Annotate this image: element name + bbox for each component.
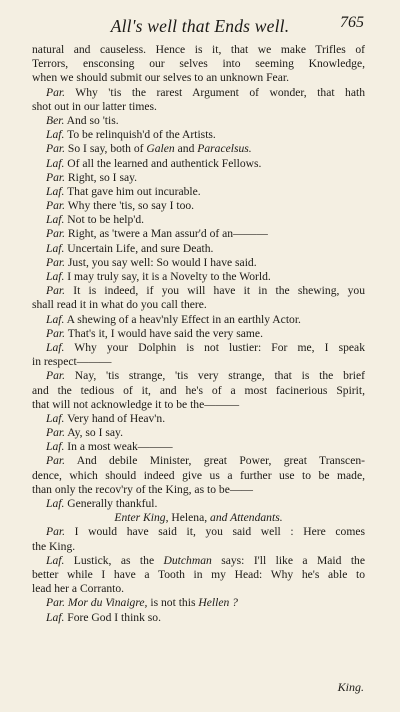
text-line xyxy=(32,171,365,185)
text-line xyxy=(32,298,365,312)
text-segment: Nay, 'tis strange, 'tis very strange, that is the brief xyxy=(65,369,365,383)
speaker-name: Laf. xyxy=(46,312,65,326)
text-segment: better while I have a Tooth in my Head: Why he's able to xyxy=(32,567,365,581)
text-segment: To be relinquish'd of the Artists. xyxy=(64,128,216,142)
text-segment: is not this xyxy=(147,596,199,610)
text-line xyxy=(32,525,365,539)
text-segment: I may truly say, it is a Novelty to the World. xyxy=(64,270,271,283)
text-segment: natural and causeless. Hence is it, that we make Trifles of xyxy=(32,43,365,56)
text-segment: Galen xyxy=(146,142,175,156)
catchword: King. xyxy=(337,680,364,694)
speaker-name: Par. xyxy=(46,85,66,99)
text-line xyxy=(32,355,365,369)
text-segment: Right, so I say. xyxy=(65,170,138,184)
play-text xyxy=(32,43,365,625)
text-line xyxy=(32,412,365,426)
text-line xyxy=(32,43,365,57)
text-segment: It is indeed, if you will have it in the shewing, you xyxy=(65,284,365,298)
text-segment: Enter King xyxy=(114,511,166,525)
speaker-name: Laf. xyxy=(46,340,65,354)
speaker-name: Laf. xyxy=(46,128,65,142)
speaker-name: Laf. xyxy=(46,184,65,198)
text-line xyxy=(32,398,365,412)
text-line xyxy=(32,242,365,256)
text-line xyxy=(32,384,365,398)
text-segment: Terrors, ensconsing our selves into seeming Knowledge, xyxy=(32,57,365,71)
text-line xyxy=(32,554,365,568)
text-segment: Why 'tis the rarest Argument of wonder, that hath xyxy=(65,85,365,99)
text-line xyxy=(32,284,365,298)
text-line xyxy=(32,128,365,142)
speaker-name: Par. xyxy=(46,525,66,539)
text-segment: , Helena, xyxy=(165,511,211,525)
text-line xyxy=(32,142,365,156)
text-segment: And so 'tis. xyxy=(64,113,119,127)
text-line xyxy=(32,313,365,327)
speaker-name: Laf. xyxy=(46,241,65,255)
text-segment: And debile Minister, great Power, great Transcen- xyxy=(65,454,365,468)
speaker-name: Laf. xyxy=(46,213,65,227)
text-segment: shall read it in what do you call there. xyxy=(32,298,207,312)
text-line xyxy=(32,469,365,483)
text-segment: Of all the learned and authentick Fellows. xyxy=(64,156,262,170)
text-line xyxy=(32,540,365,554)
text-line xyxy=(32,440,365,454)
text-segment: Very hand of Heav'n. xyxy=(64,411,166,425)
text-line xyxy=(32,497,365,511)
text-segment: Fore God I think so. xyxy=(64,610,161,624)
text-line xyxy=(32,100,365,114)
text-segment: A shewing of a heav'nly Effect in an earthly Actor. xyxy=(64,312,301,326)
running-head xyxy=(0,14,400,38)
text-line xyxy=(32,157,365,171)
text-segment: that will not acknowledge it to be the——— xyxy=(32,397,240,411)
text-line xyxy=(32,57,365,71)
speaker-name: Par. xyxy=(46,426,66,440)
text-segment: That gave him out incurable. xyxy=(64,184,201,198)
speaker-name: Laf. xyxy=(46,553,65,567)
speaker-name: Par. xyxy=(46,454,66,468)
text-line xyxy=(32,327,365,341)
text-segment: Uncertain Life, and sure Death. xyxy=(64,241,214,255)
text-line xyxy=(32,483,365,497)
text-line xyxy=(32,213,365,227)
text-segment: Dutchman xyxy=(163,553,212,567)
text-segment: Lustick, as the xyxy=(64,553,164,567)
text-line xyxy=(32,511,365,525)
text-segment: the King. xyxy=(32,539,76,553)
speaker-name: Laf. xyxy=(46,440,65,454)
text-segment: Why your Dolphin is not lustier: For me, I speak xyxy=(64,340,365,354)
text-segment: Mor du Vinaigre, xyxy=(67,596,148,610)
text-segment: Paracelsus. xyxy=(197,142,252,156)
text-segment: lead her a Corranto. xyxy=(32,582,125,596)
text-line xyxy=(32,227,365,241)
text-line xyxy=(32,185,365,199)
speaker-name: Ber. xyxy=(46,113,65,127)
text-segment: Right, as 'twere a Man assur'd of an——— xyxy=(65,227,268,241)
text-segment: Not to be help'd. xyxy=(64,213,145,227)
text-segment: than only the recov'ry of the King, as to be—— xyxy=(32,482,254,496)
text-segment: and xyxy=(174,142,198,156)
text-segment: Hellen ? xyxy=(198,596,238,610)
text-line xyxy=(32,270,365,284)
page-number: 765 xyxy=(340,14,364,31)
speaker-name: Par. xyxy=(46,369,66,383)
text-line xyxy=(32,568,365,582)
text-segment: Why there 'tis, so say I too. xyxy=(65,199,195,213)
text-segment: and Attendants. xyxy=(210,511,283,525)
speaker-name: Par. xyxy=(46,596,66,610)
text-line xyxy=(32,454,365,468)
running-title: All's well that Ends well. xyxy=(110,16,290,36)
speaker-name: Par. xyxy=(46,142,66,156)
text-segment: dence, which should indeed give us a further use to be made, xyxy=(32,468,365,482)
text-line xyxy=(32,71,365,85)
speaker-name: Par. xyxy=(46,170,66,184)
text-segment: In a most weak——— xyxy=(64,440,173,454)
text-line xyxy=(32,256,365,270)
speaker-name: Par. xyxy=(46,284,66,298)
speaker-name: Par. xyxy=(46,255,66,269)
speaker-name: Laf. xyxy=(46,610,65,624)
text-line xyxy=(32,596,365,610)
text-line xyxy=(32,426,365,440)
speaker-name: Laf. xyxy=(46,497,65,510)
text-line xyxy=(32,86,365,100)
text-segment: I would have said it, you said well : Here comes xyxy=(65,525,365,539)
speaker-name: Laf. xyxy=(46,270,65,283)
text-segment: Just, you say well: So would I have said. xyxy=(65,255,257,269)
text-line xyxy=(32,341,365,355)
speaker-name: Laf. xyxy=(46,411,65,425)
text-segment: Generally thankful. xyxy=(64,497,158,510)
speaker-name: Par. xyxy=(46,326,66,340)
text-line xyxy=(32,611,365,625)
text-line xyxy=(32,199,365,213)
text-segment: says: I'll like a Maid the xyxy=(211,553,365,567)
text-segment: So I say, both of xyxy=(65,142,147,156)
text-line xyxy=(32,369,365,383)
text-segment: shot out in our latter times. xyxy=(32,99,157,113)
text-line xyxy=(32,114,365,128)
speaker-name: Par. xyxy=(46,199,66,213)
text-segment: Ay, so I say. xyxy=(65,426,123,440)
text-segment: and the tedious of it, and he's of a most facinerious Spirit, xyxy=(32,383,365,397)
speaker-name: Par. xyxy=(46,227,66,241)
text-line xyxy=(32,582,365,596)
text-segment: in respect——— xyxy=(32,355,112,369)
text-segment: That's it, I would have said the very same. xyxy=(65,326,263,340)
text-segment: when we should submit our selves to an unknown Fear. xyxy=(32,71,289,85)
speaker-name: Laf. xyxy=(46,156,65,170)
